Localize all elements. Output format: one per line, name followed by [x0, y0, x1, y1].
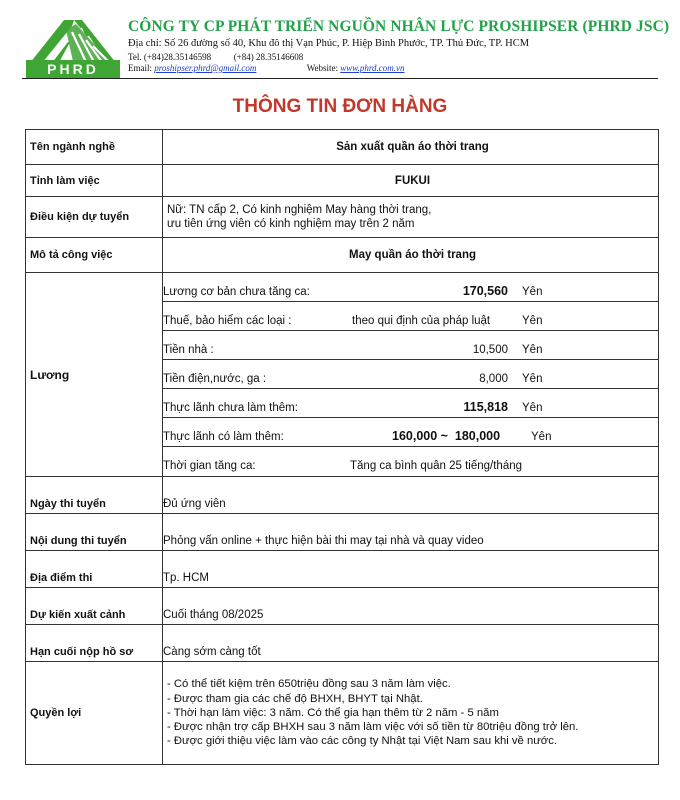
value-conditions — [163, 197, 659, 238]
value-departure: Cuối tháng 08/2025 — [163, 609, 264, 621]
label-exam-place: Địa điểm thi — [26, 551, 163, 588]
company-logo — [26, 16, 120, 78]
page-title: THÔNG TIN ĐƠN HÀNG — [232, 96, 448, 117]
label-occupation: Tên ngành nghề — [26, 130, 163, 165]
benefit-item: - Có thể tiết kiệm trên 650triệu đồng sau 3 năm làm việc. — [167, 678, 451, 691]
salary-unit-tax: Yên — [522, 315, 543, 327]
benefits-list — [163, 662, 659, 765]
conditions-line-1: Nữ: TN cấp 2, Có kinh nghiệm May hàng thời trang, — [167, 204, 432, 216]
logo-text: PHRD — [47, 61, 99, 77]
label-job-desc: Mô tả công việc — [26, 238, 163, 273]
cell-departure — [163, 588, 659, 625]
conditions-line-2: ưu tiên ứng viên có kinh nghiệm may trên 2 năm — [167, 218, 415, 230]
order-info-table — [25, 129, 659, 765]
salary-row-housing — [163, 331, 658, 360]
label-deadline: Hạn cuối nộp hồ sơ — [26, 625, 163, 662]
cell-exam-date — [163, 477, 659, 514]
salary-row-base — [163, 273, 658, 302]
salary-row-overtime-hours — [163, 447, 658, 476]
label-departure: Dự kiến xuất cảnh — [26, 588, 163, 625]
value-exam-content: Phỏng vấn online + thực hiện bài thi may tại nhà và quay video — [163, 535, 484, 547]
label-salary: Lương — [26, 273, 163, 477]
value-job-desc: May quần áo thời trang — [163, 238, 659, 273]
company-fax: (+84) 28.35146608 — [233, 52, 304, 62]
row-exam-date — [26, 477, 659, 514]
row-province — [26, 165, 659, 197]
benefit-item: - Được tham gia các chế độ BHXH, BHYT tại Nhật. — [167, 692, 423, 705]
company-address: Địa chỉ: Số 26 đường số 40, Khu đô thị Vạn Phúc, P. Hiệp Bình Phước, TP. Thủ Đức, TP. HCM — [128, 38, 530, 49]
row-salary — [26, 273, 659, 477]
salary-key-net-overtime: Thực lãnh có làm thêm: — [163, 431, 284, 443]
label-conditions: Điều kiện dự tuyển — [26, 197, 163, 238]
label-benefits: Quyền lợi — [26, 662, 163, 765]
salary-value-net: 115,818 — [463, 400, 508, 414]
salary-key-overtime-hours: Thời gian tăng ca: — [163, 460, 256, 472]
salary-block — [163, 273, 659, 477]
salary-value-housing: 10,500 — [472, 344, 508, 356]
salary-value-base: 170,560 — [462, 284, 508, 298]
row-departure — [26, 588, 659, 625]
row-exam-place — [26, 551, 659, 588]
salary-unit-utilities: Yên — [522, 373, 543, 385]
salary-unit-base: Yên — [522, 286, 543, 298]
row-benefits — [26, 662, 659, 765]
salary-row-tax — [163, 302, 658, 331]
label-exam-date: Ngày thi tuyển — [26, 477, 163, 514]
value-exam-date: Đủ ứng viên — [163, 498, 226, 510]
benefit-item: - Thời hạn làm việc: 3 năm. Có thể gia hạn thêm từ 2 năm - 5 năm — [167, 706, 499, 719]
salary-value-overtime-hours: Tăng ca bình quân 25 tiếng/tháng — [350, 460, 523, 472]
company-contacts — [128, 63, 405, 73]
company-tel: Tel. (+84)28.35146598 — [128, 52, 212, 62]
value-occupation: Sản xuất quần áo thời trang — [163, 130, 659, 165]
email-label: Email: — [128, 63, 152, 73]
label-province: Tỉnh làm việc — [26, 165, 163, 197]
salary-key-tax: Thuế, bảo hiểm các loại : — [163, 315, 292, 327]
salary-row-net — [163, 389, 658, 418]
cell-exam-place — [163, 551, 659, 588]
salary-value-utilities: 8,000 — [479, 373, 508, 385]
salary-row-net-overtime — [163, 418, 658, 447]
row-job-desc — [26, 238, 659, 273]
salary-key-net: Thực lãnh chưa làm thêm: — [163, 402, 298, 414]
salary-key-housing: Tiền nhà : — [163, 344, 214, 356]
row-deadline — [26, 625, 659, 662]
company-name: CÔNG TY CP PHÁT TRIỂN NGUỒN NHÂN LỰC PROSHIPSER (PHRD JSC) — [128, 18, 670, 35]
benefit-item: - Được giới thiệu việc làm vào các công ty Nhật tại Việt Nam sau khi về nước. — [167, 735, 558, 748]
cell-deadline — [163, 625, 659, 662]
row-conditions — [26, 197, 659, 238]
row-occupation — [26, 130, 659, 165]
salary-key-base: Lương cơ bản chưa tăng ca: — [163, 286, 310, 298]
value-deadline: Càng sớm càng tốt — [163, 646, 261, 658]
salary-row-utilities — [163, 360, 658, 389]
website-link[interactable]: www.phrd.com.vn — [340, 63, 405, 73]
salary-key-utilities: Tiền điện,nước, ga : — [163, 373, 267, 385]
cell-exam-content — [163, 514, 659, 551]
website-label: Website: — [306, 63, 338, 73]
salary-value-net-overtime: 160,000 ~ 180,000 — [392, 429, 501, 443]
header-divider — [22, 78, 658, 79]
row-exam-content — [26, 514, 659, 551]
value-province: FUKUI — [163, 165, 659, 197]
salary-unit-housing: Yên — [522, 344, 543, 356]
label-exam-content: Nội dung thi tuyển — [26, 514, 163, 551]
email-link[interactable]: proshipser.phrd@gmail.com — [154, 63, 257, 73]
company-phones — [128, 52, 303, 62]
salary-unit-net: Yên — [522, 402, 543, 414]
company-header — [22, 12, 670, 78]
salary-value-tax: theo qui định của pháp luật — [352, 315, 491, 327]
salary-unit-net-overtime: Yên — [531, 431, 552, 443]
value-exam-place: Tp. HCM — [163, 572, 209, 584]
benefit-item: - Được nhận trợ cấp BHXH sau 3 năm làm việc với số tiền từ 80triệu đồng trở lên. — [167, 721, 579, 734]
